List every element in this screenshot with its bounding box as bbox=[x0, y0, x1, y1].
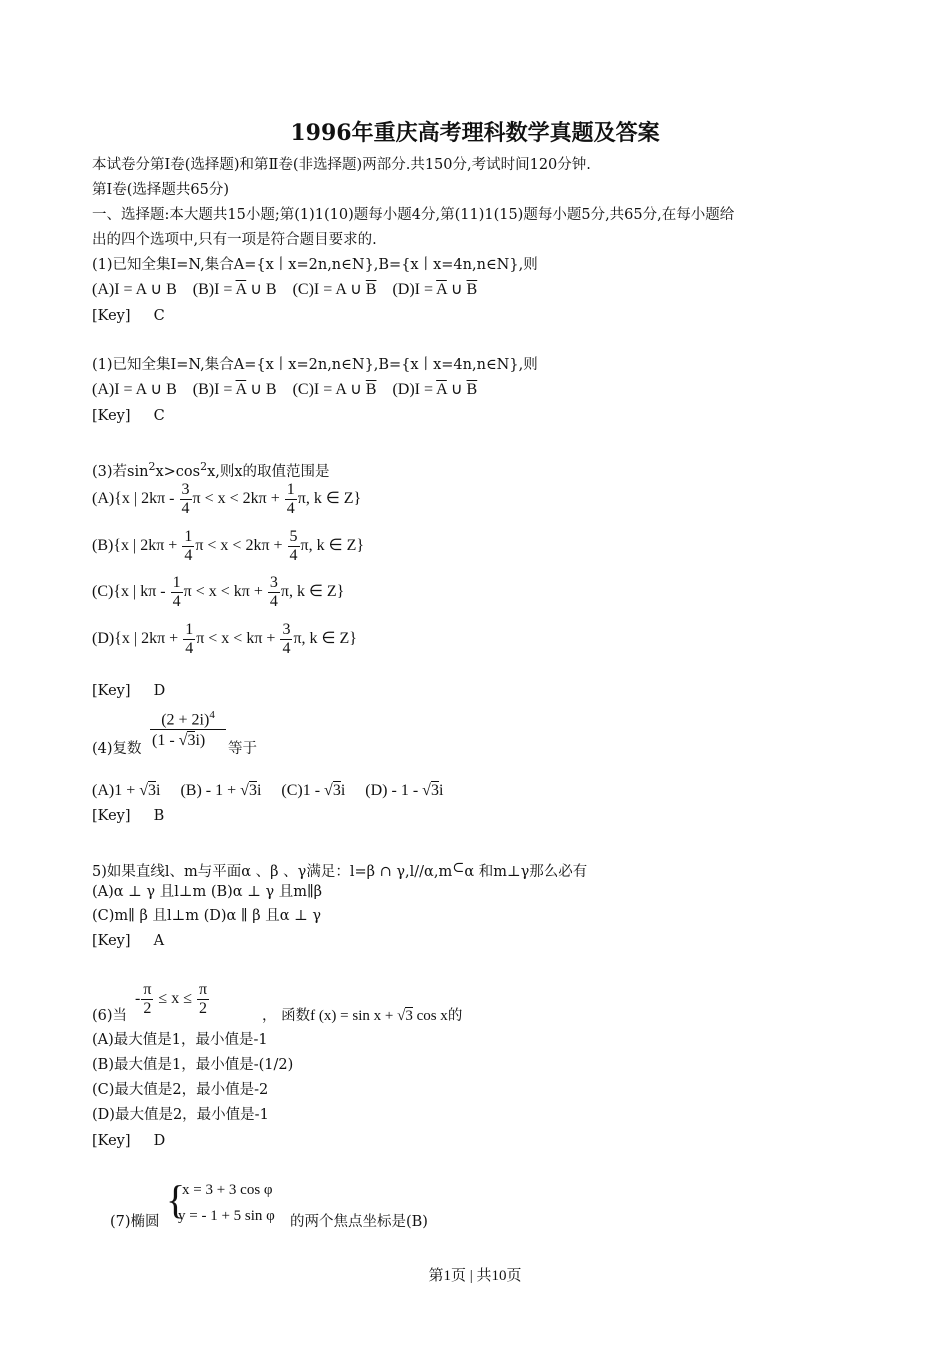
q4-option-a: (A)1 + √3i bbox=[92, 782, 161, 799]
q1-stem: (1)已知全集I=N,集合A={x丨x=2n,n∈N},B={x丨x=4n,n∈N},则 bbox=[92, 257, 538, 273]
q3-option-b: (B){x | 2kπ + $\frac{1}{4}$ π < x < 2kπ + $\frac{5}{4}$ π, k ∈ Z} bbox=[92, 527, 365, 564]
q4-options bbox=[92, 781, 443, 801]
q5-key: [Key] A bbox=[92, 933, 165, 949]
q5-options-cd: (C)m∥ β 且l⊥m (D)α ∥ β 且α ⊥ γ bbox=[92, 908, 322, 924]
intro-line-3: 一、选择题:本大题共15小题;第(1)1(10)题每小题4分,第(11)1(15)题每小题5分,共65分,在每小题给 bbox=[92, 207, 735, 223]
q1-option-a: (A)I = A ∪ B bbox=[92, 281, 177, 298]
q3-option-d: (D){x | 2kπ + $\frac{1}{4}$ π < x < kπ + $\frac{3}{4}$ π, k ∈ Z} bbox=[92, 620, 357, 657]
q6-option-b: (B)最大值是1，最小值是-(1/2) bbox=[92, 1057, 294, 1073]
q6-inequality: - $\frac{\pi}{2}$ ≤ x ≤ $\frac{\pi}{2}$ bbox=[135, 980, 208, 1017]
q1-option-b: $(B)I = \overline{A}$ ∪ B bbox=[192, 281, 277, 298]
q6-option-d: (D)最大值是2，最小值是-1 bbox=[92, 1107, 269, 1123]
q4-stem-pre: (4)复数 bbox=[92, 741, 142, 757]
q3-key: [Key] D bbox=[92, 683, 166, 699]
intro-line-2: 第Ⅰ卷(选择题共65分) bbox=[92, 182, 229, 198]
q7-stem-post: 的两个焦点坐标是(B) bbox=[290, 1214, 428, 1230]
q6-key: [Key] D bbox=[92, 1133, 166, 1149]
q3-option-c: (C){x | kπ - $\frac{1}{4}$ π < x < kπ + $\frac{3}{4}$ π, k ∈ Z} bbox=[92, 573, 345, 610]
q5-options-ab: (A)α ⊥ γ 且l⊥m (B)α ⊥ γ 且m∥β bbox=[92, 884, 323, 900]
page-footer: 第1页 | 共10页 bbox=[428, 1268, 522, 1284]
q1-options-repeat: (A)I = A ∪ B $(B)I = \overline{A}$ ∪ B (C)I = A ∪ $\overline{B}$ $(D)I = \overline{A}$ ∪ $\overline{B}$ bbox=[92, 381, 478, 398]
q7-stem-pre: (7)椭圆 bbox=[110, 1214, 160, 1230]
q1-key-repeat: [Key] C bbox=[92, 408, 165, 424]
q1-stem-repeat: (1)已知全集I=N,集合A={x丨x=2n,n∈N},B={x丨x=4n,n∈N},则 bbox=[92, 357, 538, 373]
q6-option-a: (A)最大值是1，最小值是-1 bbox=[92, 1032, 268, 1048]
q5-stem: 5)如果直线l、m与平面α 、β 、γ满足：l=β ∩ γ,l//α,m⊂α 和m⊥γ那么必有 bbox=[92, 860, 588, 880]
q1-options bbox=[92, 280, 477, 300]
q7-eq2: y = - 1 + 5 sin φ bbox=[178, 1208, 275, 1224]
intro-line-4: 出的四个选项中,只有一项是符合题目要求的. bbox=[92, 232, 377, 248]
q6-stem: (6)当 ， 函数f (x) = sin x + √3 cos x的 bbox=[92, 1008, 463, 1024]
q4-option-d: (D) - 1 - √3i bbox=[365, 782, 444, 799]
q7-brace: { bbox=[166, 1177, 186, 1222]
q1-key: [Key] C bbox=[92, 308, 165, 324]
intro-line-1: 本试卷分第Ⅰ卷(选择题)和第Ⅱ卷(非选择题)两部分.共150分,考试时间120分钟. bbox=[92, 157, 591, 173]
q3-stem: (3)若$\sin^2x>\cos^2x$,则x的取值范围是 bbox=[92, 460, 330, 480]
q4-option-b: (B) - 1 + √3i bbox=[180, 782, 262, 799]
q4-fraction: $(2 + 2i)^4$ (1 - √3i) bbox=[150, 706, 226, 750]
q6-option-c: (C)最大值是2，最小值是-2 bbox=[92, 1082, 269, 1098]
q1-option-d: $(D)I = \overline{A}$ ∪ $\overline{B}$ bbox=[392, 281, 478, 298]
q3-option-a: (A){x | 2kπ - $\frac{3}{4}$ π < x < 2kπ + $\frac{1}{4}$ π, k ∈ Z} bbox=[92, 480, 362, 517]
q4-key: [Key] B bbox=[92, 808, 165, 824]
q1-option-c: (C)I = A ∪ $\overline{B}$ bbox=[292, 281, 377, 298]
q4-stem-post: 等于 bbox=[228, 741, 257, 757]
q7-eq1: x = 3 + 3 cos φ bbox=[182, 1182, 273, 1198]
q4-option-c: (C)1 - √3i bbox=[281, 782, 346, 799]
page-title: 1996年重庆高考理科数学真题及答案 bbox=[290, 120, 660, 146]
